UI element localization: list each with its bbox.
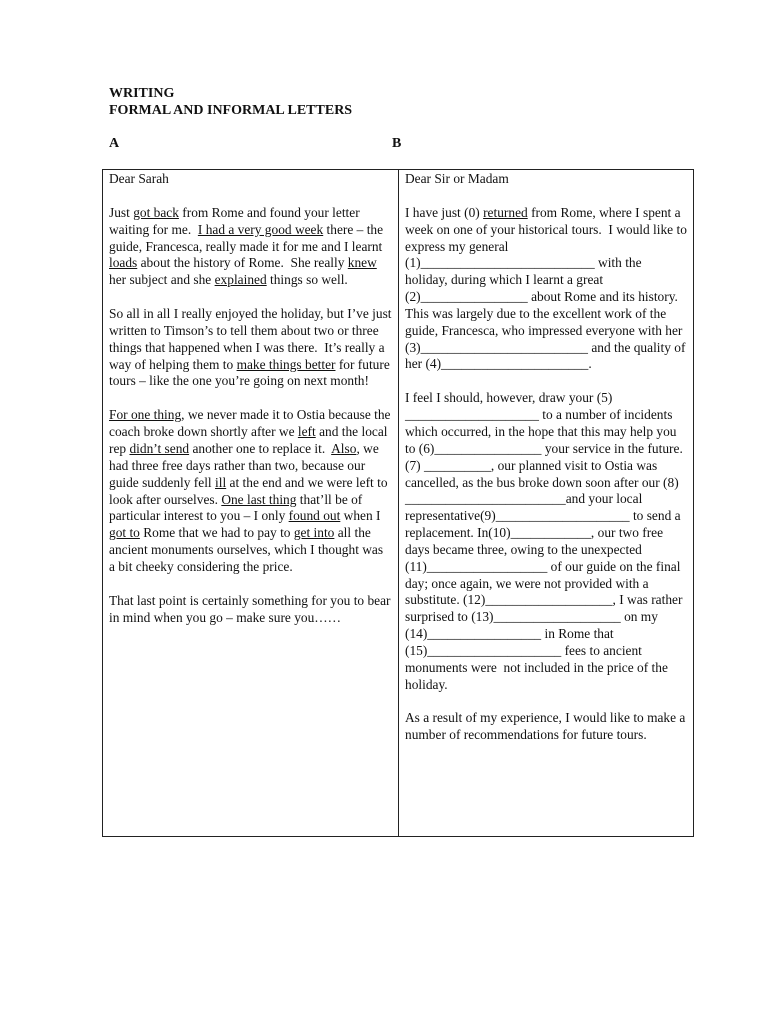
underlined-phrase: explained bbox=[214, 272, 267, 288]
text-segment: another one to replace it. bbox=[189, 440, 332, 456]
column-label-a: A bbox=[109, 136, 120, 151]
underlined-phrase: didn’t send bbox=[129, 440, 190, 456]
letter-paragraph bbox=[405, 204, 691, 373]
text-segment: , we never made it to Ostia because the coach broke down shortly after we bbox=[109, 407, 394, 440]
text-segment: her subject and she bbox=[109, 255, 381, 288]
text-segment: when I bbox=[340, 508, 384, 524]
underlined-phrase: left bbox=[297, 424, 316, 440]
underlined-phrase: loads bbox=[109, 255, 138, 271]
underlined-phrase: knew bbox=[347, 255, 377, 271]
underlined-phrase: ill bbox=[215, 474, 227, 490]
text-segment: there – the guide, Francesca, really made it for me and I learnt bbox=[109, 221, 387, 254]
text-segment: , we had three free days rather than two, because our guide suddenly fell bbox=[109, 440, 383, 490]
letter-paragraph bbox=[109, 593, 392, 627]
underlined-phrase: For one thing bbox=[109, 407, 182, 423]
text-segment: all the ancient monuments ourselves, which I thought was a bit cheeky considering the price. bbox=[109, 525, 387, 574]
letter-paragraph bbox=[405, 390, 687, 693]
underlined-phrase: One last thing bbox=[221, 491, 297, 507]
letter-paragraph bbox=[109, 205, 392, 289]
underlined-phrase: Also bbox=[331, 440, 357, 456]
text-segment: I have just (0) bbox=[405, 204, 484, 220]
text-segment: about the history of Rome. She really bbox=[137, 255, 348, 271]
heading-line-2: FORMAL AND INFORMAL LETTERS bbox=[109, 103, 353, 118]
text-segment: So all in all I really enjoyed the holiday, but I’ve just written to Timson’s to tell them about two or three things that happened when I was there. It’s really a way of helping them to bbox=[109, 306, 395, 372]
text-segment: I feel I should, however, draw your (5) ____________________ to a number of incidents which occurred, in the hope that this may help you to (6)________________ your service in the future. (7) __________, our planned visit to Ostia was cancelled, as the bus broke down soon after our (8) ________________________and your local representative(9)____________________ to send a replacement. In(10)____________, our two free days became three, owing to the unexpected (11)__________________ of our guide on the final day; once again, we were not provided with a substitute. (12)___________________, I was rather surprised to (13)___________________ on my (14)_________________ in Rome that (15)____________________ fees to ancient monuments were not included in the price of the holiday. bbox=[405, 390, 687, 692]
underlined-phrase: found out bbox=[288, 508, 341, 524]
underlined-phrase: get into bbox=[293, 525, 335, 541]
informal-letter bbox=[103, 170, 399, 837]
heading-line-1: WRITING bbox=[109, 86, 175, 101]
text-segment: things so well. bbox=[266, 272, 348, 288]
text-segment: That last point is certainly something for you to bear in mind when you go – make sure you…… bbox=[109, 592, 394, 625]
text-segment: at the end and we were left to look after ourselves. bbox=[109, 474, 391, 507]
underlined-phrase: I had a very good week bbox=[197, 221, 324, 237]
formal-greeting: Dear Sir or Madam bbox=[405, 171, 509, 186]
underlined-phrase: got back bbox=[133, 204, 179, 220]
text-segment: from Rome, where I spent a week on one of your historical tours. I would like to express my general (1)__________________________ with the holiday, during which I learnt a great (2)________________ about Rome and its history. This was largely due to the excellent work of the guide, Francesca, who impressed everyone with her (3)_________________________ and the quality of her (4)______________________. bbox=[405, 204, 691, 372]
underlined-phrase: returned bbox=[483, 204, 528, 220]
letter-paragraph bbox=[109, 407, 392, 575]
letters-table bbox=[102, 169, 694, 837]
formal-letter-body bbox=[405, 204, 691, 744]
informal-greeting: Dear Sarah bbox=[109, 171, 169, 186]
text-segment: that’ll be of particular interest to you – I only bbox=[109, 491, 366, 524]
column-label-b: B bbox=[392, 136, 402, 151]
underlined-phrase: got to bbox=[109, 525, 140, 541]
underlined-phrase: make things better bbox=[236, 356, 336, 372]
letter-paragraph bbox=[405, 710, 687, 744]
text-segment: Just bbox=[109, 204, 134, 220]
letter-paragraph bbox=[109, 306, 395, 390]
informal-letter-body bbox=[109, 204, 395, 627]
formal-letter bbox=[399, 170, 694, 837]
text-segment: for future tours – like the one you’re going on next month! bbox=[109, 356, 394, 389]
worksheet-heading bbox=[109, 85, 352, 119]
text-segment: from Rome and found your letter waiting for me. bbox=[109, 204, 364, 237]
text-segment: As a result of my experience, I would like to make a number of recommendations for future tours. bbox=[405, 710, 689, 743]
text-segment: Rome that we had to pay to bbox=[139, 525, 294, 541]
text-segment: and the local rep bbox=[109, 424, 391, 456]
